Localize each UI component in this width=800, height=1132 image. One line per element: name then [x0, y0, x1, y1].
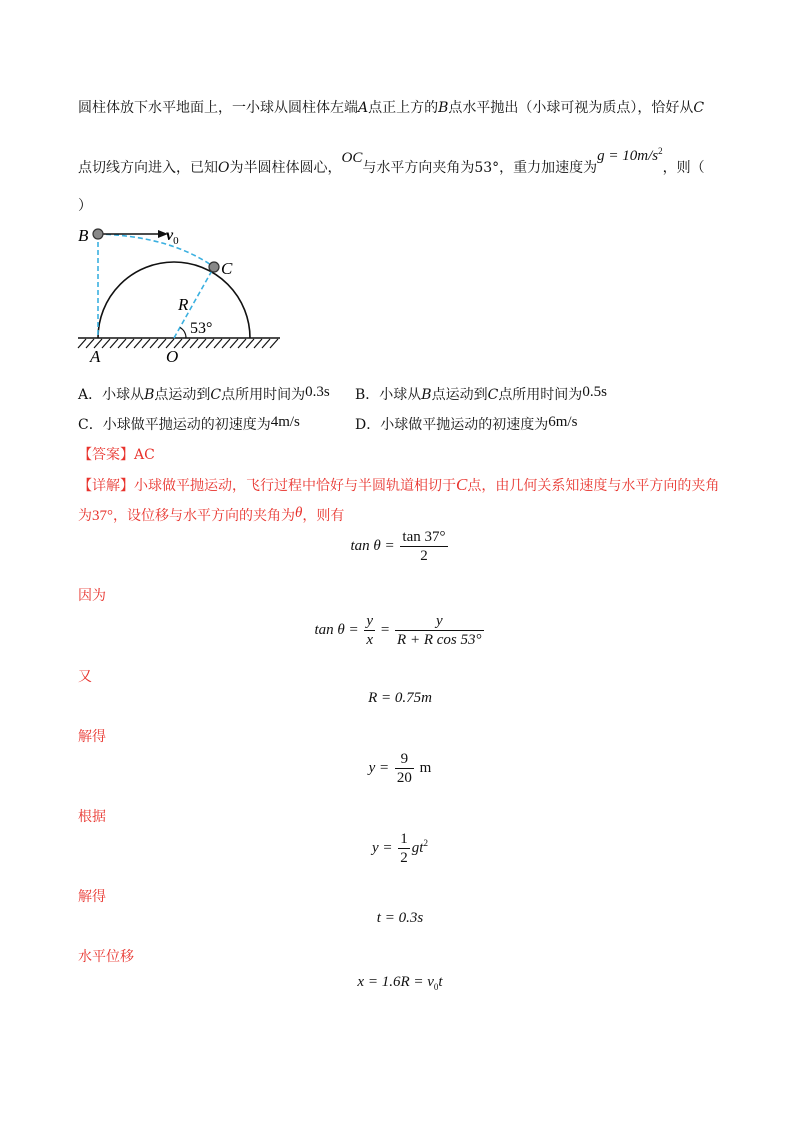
word-solve-1: 解得 — [78, 729, 106, 745]
question-line-1: 圆柱体放下水平地面上，一小球从圆柱体左端A点正上方的B点水平抛出（小球可视为质点），恰好从C — [78, 100, 705, 116]
word-basis: 根据 — [78, 809, 106, 825]
answer-label: 【答案】AC — [78, 447, 155, 463]
ball-c — [209, 262, 219, 272]
ball-b — [93, 229, 103, 239]
label-v0: $v_0$ — [166, 227, 179, 247]
label-r: R — [178, 295, 189, 314]
equation-3: R = 0.75m — [368, 690, 432, 706]
equation-6: t = 0.3s — [376, 910, 424, 926]
equation-5: y = $\frac{1}{2}$ $gt^2$ — [372, 831, 428, 866]
detail-line-1: 【详解】小球做平抛运动，飞行过程中恰好与半圆轨道相切于C点，由几何关系知速度与水平方向的夹角 — [78, 475, 720, 494]
option-b: B．小球从B点运动到C点所用时间为0.5s — [355, 384, 607, 403]
ground-hatching — [78, 338, 280, 348]
word-solve-2: 解得 — [78, 889, 106, 905]
equation-4: y = $\frac{9}{20}$ m — [368, 751, 432, 786]
option-a: A．小球从B点运动到C点所用时间为0.3s — [78, 384, 330, 403]
trajectory-curve — [98, 234, 214, 267]
label-o: O — [166, 347, 179, 366]
equation-2: tan θ = $\frac{y}{x}$ = $\frac{y}{\text{R + R cos 53°}}$ — [314, 613, 482, 648]
option-c: C．小球做平抛运动的初速度为4m/s — [78, 414, 300, 433]
label-angle: 53° — [190, 320, 213, 337]
option-d: D．小球做平抛运动的初速度为6m/s — [355, 414, 578, 433]
equation-7: $x = 1.6R = v_0t$ — [357, 974, 443, 992]
detail-line-2: 为37°，设位移与水平方向的夹角为θ，则有 — [78, 505, 345, 524]
word-horizontal: 水平位移 — [78, 949, 134, 965]
label-c: C — [221, 259, 233, 278]
label-b: B — [78, 226, 89, 245]
question-line-3: ） — [78, 198, 92, 214]
word-and: 又 — [78, 669, 92, 685]
angle-arc — [180, 328, 186, 339]
question-line-2: 点切线方向进入，已知O为半圆柱体圆心，OC与水平方向夹角为53°，重力加速度为$g = 10m/s^2$，则（ — [78, 146, 705, 176]
word-because: 因为 — [78, 588, 106, 604]
label-a: A — [90, 347, 101, 366]
projectile-figure — [70, 218, 290, 366]
fraction: $\frac{\tan 37^\circ}{2}$ — [402, 529, 446, 564]
equation-1: tan θ = $\frac{\tan 37^\circ}{2}$ — [350, 529, 446, 564]
